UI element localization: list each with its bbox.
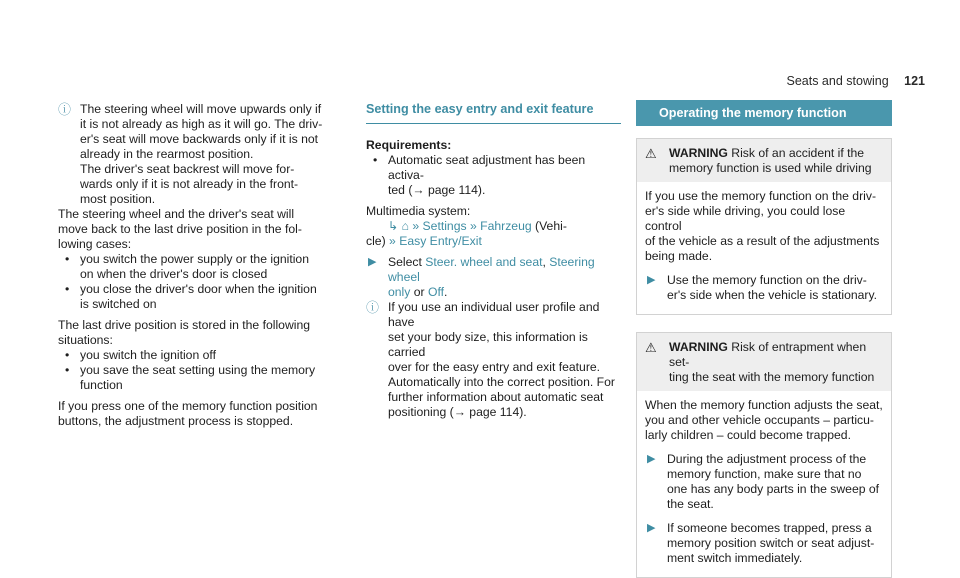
text-line: most position. [80, 192, 156, 206]
warning-label: WARNING [669, 340, 728, 354]
step-arrow-icon: ▶ [368, 256, 377, 268]
section-title: Setting the easy entry and exit feature [366, 102, 621, 124]
list-item [58, 348, 348, 363]
list-item [366, 153, 621, 198]
text-line: it is not already as high as it will go. The driv- [80, 117, 323, 131]
warning-step [645, 273, 883, 303]
option-steering-wheel-only-cont: only [388, 285, 411, 299]
warning-header [637, 139, 891, 182]
text-line: situations: [58, 333, 113, 347]
warning-box-accident [636, 138, 892, 315]
warning-triangle-icon: ⚠ [645, 340, 657, 355]
double-chevron-icon: » [412, 219, 420, 233]
text-line: • you switch the ignition off [80, 348, 216, 362]
step-arrow-icon: ▶ [647, 274, 656, 286]
text-comma: , [542, 255, 546, 269]
paragraph-stored [58, 318, 348, 348]
column-middle [366, 102, 621, 420]
menu-fahrzeug-translation: (Vehi- [535, 219, 567, 233]
requirements-label: Requirements: [366, 138, 452, 152]
text-line: over for the easy entry and exit feature. [388, 360, 601, 374]
text-line: being made. [645, 249, 713, 263]
text-line: er's side while driving, you could lose control [645, 204, 846, 233]
warning-triangle-icon: ⚠ [645, 146, 657, 161]
text-line: ting the seat with the memory function [669, 370, 875, 384]
text-line: move back to the last drive position in the fol- [58, 222, 302, 236]
note-steering-wheel [58, 102, 348, 207]
info-icon: ⓘ [58, 102, 72, 117]
text-line: Use the memory function on the driv- [667, 273, 867, 287]
menu-fahrzeug: Fahrzeug [480, 219, 532, 233]
text-select: Select [388, 255, 422, 269]
return-arrow-icon: ↳ [388, 219, 399, 233]
text-line: • you switch the power supply or the ignition [80, 252, 309, 266]
step-select [366, 255, 621, 300]
warning-label: WARNING [669, 146, 728, 160]
info-icon: ⓘ [366, 300, 380, 315]
list-item [58, 252, 348, 282]
menu-settings: Settings [422, 219, 467, 233]
text-line: er's side when the vehicle is stationary. [667, 288, 878, 302]
bullet-list-situations [58, 348, 348, 393]
text-line: • Automatic seat adjustment has been activa- [388, 153, 586, 182]
column-right [636, 102, 892, 578]
text-line: memory function is used while driving [669, 161, 872, 175]
text-line: ted (→ page 114). [388, 183, 486, 197]
option-off: Off [427, 285, 445, 299]
menu-translation-end: cle) [366, 234, 386, 248]
paragraph-move-back [58, 207, 348, 252]
text-line: • you save the seat setting using the memory [80, 363, 316, 377]
list-item [58, 363, 348, 393]
step-arrow-icon: ▶ [647, 453, 656, 465]
text-line: of the vehicle as a result of the adjustments [645, 234, 880, 248]
double-chevron-icon: » [389, 234, 396, 248]
menu-path-continued [366, 234, 621, 249]
text-line: buttons, the adjustment process is stopped. [58, 414, 294, 428]
text-line: memory position switch or seat adjust- [667, 536, 875, 550]
note-user-profile [366, 300, 621, 420]
menu-path [366, 219, 621, 234]
text-line: er's seat will move backwards only if it is not [80, 132, 319, 146]
text-line: The last drive position is stored in the following [58, 318, 311, 332]
text-line: • you close the driver's door when the ignition [80, 282, 317, 296]
text-line: If someone becomes trapped, press a [667, 521, 872, 535]
step-arrow-icon: ▶ [647, 522, 656, 534]
text-line: function [80, 378, 123, 392]
text-line: The steering wheel will move upwards only if [80, 102, 322, 116]
text-line: positioning (→ page 114). [388, 405, 527, 419]
requirements-list [366, 153, 621, 198]
text-line: The driver's seat backrest will move for- [80, 162, 295, 176]
text-line: on when the driver's door is closed [80, 267, 268, 281]
warning-header [637, 333, 891, 391]
paragraph-stopped [58, 399, 348, 429]
text-line: If you use an individual user profile and have [388, 300, 600, 329]
multimedia-label: Multimedia system: [366, 204, 471, 218]
option-steer-wheel-and-seat: Steer. wheel and seat [425, 255, 543, 269]
text-line: ment switch immediately. [667, 551, 803, 565]
page-number: 121 [904, 74, 925, 88]
menu-easy-entry-exit: Easy Entry/Exit [399, 234, 482, 248]
text-line: set your body size, this information is carried [388, 330, 588, 359]
column-left [58, 102, 348, 429]
text-line: the seat. [667, 497, 714, 511]
text-line: During the adjustment process of the [667, 452, 867, 466]
text-line: wards only if it is not already in the front- [80, 177, 299, 191]
text-line: Risk of an accident if the [727, 146, 865, 160]
text-line: memory function, make sure that no [667, 467, 862, 481]
text-line: The steering wheel and the driver's seat will [58, 207, 295, 221]
text-line: you and other vehicle occupants – particu- [645, 413, 874, 427]
text-line: If you use the memory function on the driv- [645, 189, 876, 203]
text-line: lowing cases: [58, 237, 132, 251]
text-period: . [444, 285, 448, 299]
text-line: Automatically into the correct position. For [388, 375, 615, 389]
text-line: Risk of entrapment when set- [669, 340, 867, 369]
text-or: or [413, 285, 425, 299]
list-item [58, 282, 348, 312]
warning-step [645, 452, 883, 512]
section-banner: Operating the memory function [636, 100, 892, 126]
double-chevron-icon: » [469, 219, 477, 233]
text-line: If you press one of the memory function position [58, 399, 318, 413]
section-name: Seats and stowing [786, 74, 889, 88]
bullet-list-cases [58, 252, 348, 312]
text-line: already in the rearmost position. [80, 147, 254, 161]
home-icon: ⌂ [401, 219, 409, 233]
option-steering-wheel-only: Steering wheel [388, 255, 595, 284]
text-line: larly children – could become trapped. [645, 428, 851, 442]
text-line: is switched on [80, 297, 157, 311]
warning-step [645, 521, 883, 566]
text-line: further information about automatic seat [388, 390, 604, 404]
warning-box-entrapment [636, 332, 892, 578]
page-header [787, 74, 926, 88]
text-line: When the memory function adjusts the seat, [645, 398, 883, 412]
text-line: one has any body parts in the sweep of [667, 482, 880, 496]
